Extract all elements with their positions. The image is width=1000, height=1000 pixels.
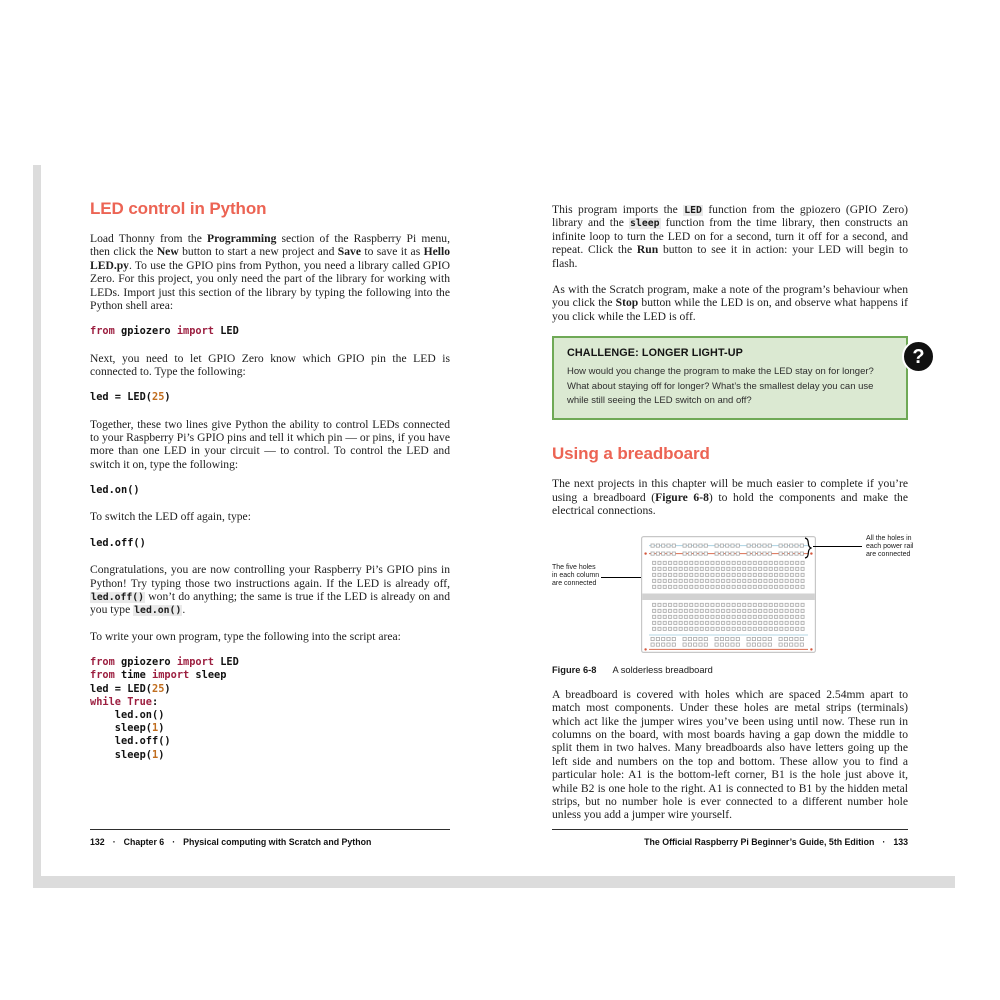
chapter-label: Chapter 6 <box>123 837 165 847</box>
bracket-right-icon <box>804 537 812 559</box>
footer-separator: · <box>882 837 886 847</box>
right-page-footer <box>552 829 908 847</box>
question-mark-glyph: ? <box>912 345 925 368</box>
figure-caption-label: Figure 6-8 <box>552 664 597 675</box>
book-title: The Official Raspberry Pi Beginner’s Guide, 5th Edition <box>644 837 875 847</box>
paragraph-program-explain: This program imports the LED function from the gpiozero (GPIO Zero) library and the sleep function from the time library, then constructs an infinite loop to turn the LED on for a second, turn it off for a second, and repeat. Click the Run button to see it in action: your LED will begin to flash. <box>552 203 908 270</box>
page-bottom-shadow <box>33 876 955 888</box>
footer-separator: · <box>112 837 116 847</box>
left-page-number: 132 <box>90 837 105 847</box>
annotation-line-left <box>601 577 642 578</box>
figure-annotation-power-rail: All the holes in each power rail are connected <box>866 534 914 559</box>
paragraph-next-gpio-pin: Next, you need to let GPIO Zero know which GPIO pin the LED is connected to. Type the following: <box>90 351 450 379</box>
code-snippet-led-off: led.off() <box>90 536 146 549</box>
left-page-footer <box>90 829 450 847</box>
figure-caption <box>552 665 908 675</box>
code-snippet-import-led: from gpiozero import LED <box>90 325 239 338</box>
heading-led-control-in-python: LED control in Python <box>90 199 267 218</box>
chapter-title: Physical computing with Scratch and Python <box>183 837 372 847</box>
challenge-title: CHALLENGE: LONGER LIGHT-UP <box>567 347 743 360</box>
code-snippet-led-on: led.on() <box>90 484 140 497</box>
heading-using-a-breadboard: Using a breadboard <box>552 444 710 464</box>
paragraph-scratch-note: As with the Scratch program, make a note of the program’s behaviour when you click the Stop button while the LED is on, and observe what happens if you click while the LED is off. <box>552 283 908 323</box>
paragraph-write-program: To write your own program, type the following into the script area: <box>90 629 401 643</box>
paragraph-switch-off: To switch the LED off again, type: <box>90 510 251 524</box>
figure-annotation-columns: The five holes in each column are connected <box>552 563 600 588</box>
page-left-shadow <box>33 165 41 876</box>
code-snippet-led-25: led = LED(25) <box>90 391 171 404</box>
left-page <box>90 199 450 775</box>
breadboard-figure <box>550 531 914 656</box>
question-mark-icon <box>902 340 935 373</box>
figure-caption-text: A solderless breadboard <box>612 664 713 675</box>
code-block-blink-program: from gpiozero import LED from time import sleep led = LED(25) while True: led.on() sleep(1) led.off() sleep(1) <box>90 656 239 761</box>
paragraph-together: Together, these two lines give Python the ability to control LEDs connected to your Raspberry Pi’s GPIO pins and tell it which pin — or pins, if you have more than one LED in your circuit — to control. To control the LED and switch it on, type the following: <box>90 417 450 471</box>
right-page <box>552 203 925 835</box>
breadboard-illustration <box>641 536 816 653</box>
paragraph-congratulations: Congratulations, you are now controlling your Raspberry Pi’s GPIO pins in Python! Try typing those two instructions again. If the LED is already off, led.off() won’t do anything; the same is true if the LED is already on and you type led.on(). <box>90 563 450 617</box>
right-page-number: 133 <box>893 837 908 847</box>
challenge-body: How would you change the program to make the LED stay on for longer? What about staying off for longer? What’s the smallest delay you can use while still seeing the LED switch on and off? <box>567 366 874 407</box>
paragraph-breadboard-detail: A breadboard is covered with holes which are spaced 2.54mm apart to match most components. Under these holes are metal strips (terminals) which act like the jumper wires you’ve been using until now. These run in columns on the board, with most boards having a gap down the middle to split them in two halves. Many breadboards also have letters going up the left side and numbers on the top and bottom. These allow you to find a particular hole: A1 is the bottom-left corner, B1 is the hole just above it, while B2 is one hole to the right. A1 is connected to B1 by the hidden metal strips, but no number hole is ever connected to a different number hole unless you add a jumper wire yourself. <box>552 687 908 822</box>
footer-separator: · <box>172 837 176 847</box>
challenge-box <box>552 336 925 420</box>
breadboard-svg <box>641 536 816 653</box>
paragraph-load-thonny: Load Thonny from the Programming section of the Raspberry Pi menu, then click the New button to start a new project and Save to save it as Hello LED.py. To use the GPIO pins from Python, you need a library called GPIO Zero. For this project, you only need the part of the library for working with LEDs. Import just this section of the library by typing the following into the Python shell area: <box>90 232 451 313</box>
paragraph-breadboard-intro: The next projects in this chapter will be much easier to complete if you’re using a breadboard (Figure 6-8) to hold the components and make the electrical connections. <box>552 477 908 518</box>
annotation-line-right <box>813 546 862 547</box>
